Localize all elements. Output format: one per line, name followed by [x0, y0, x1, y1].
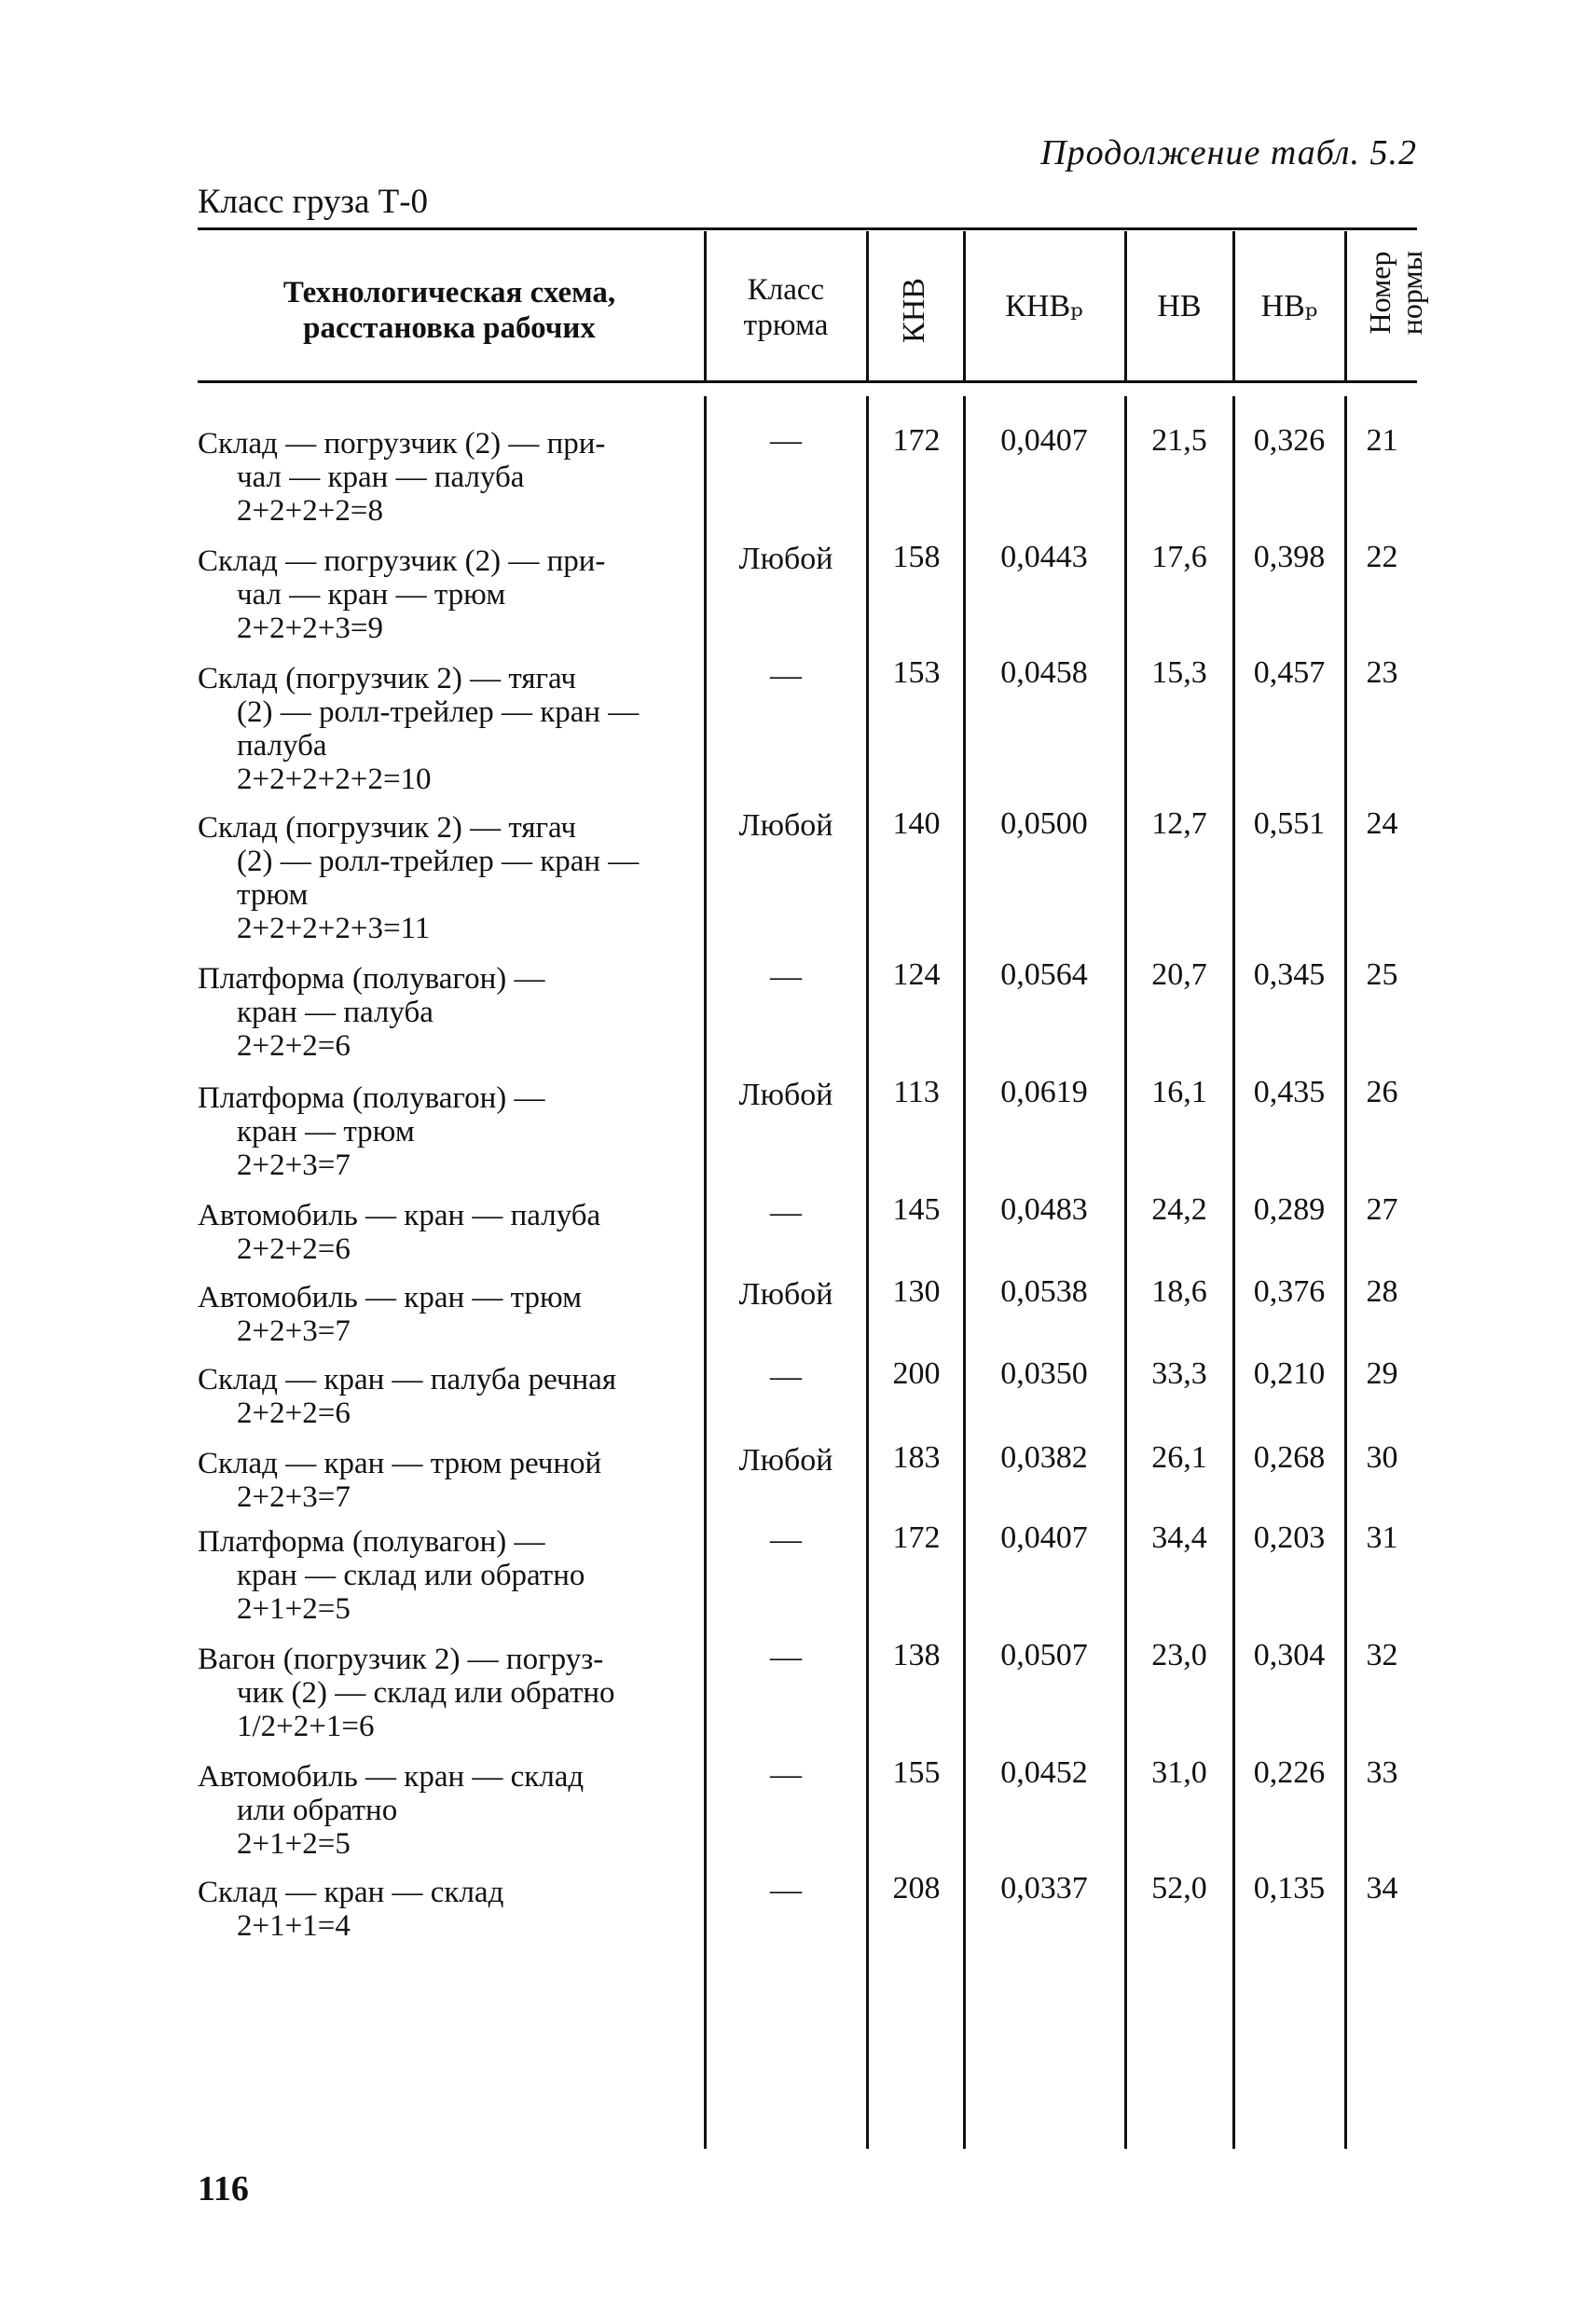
- table-row-scheme: [198, 1363, 701, 1430]
- cell-norm-number: 25: [1366, 957, 1398, 992]
- cell-norm-number: 23: [1366, 655, 1398, 690]
- column-divider: [1344, 231, 1347, 380]
- cell-hold: —: [770, 1873, 802, 1907]
- cell-nv: 31,0: [1151, 1755, 1207, 1790]
- cell-nv: 34,4: [1151, 1520, 1207, 1555]
- scheme-line: Автомобиль — кран — трюм: [198, 1281, 583, 1314]
- scheme-line: 2+2+2=6: [237, 1029, 351, 1063]
- cell-nv-p: 0,457: [1253, 655, 1326, 690]
- cell-knv-p: 0,0507: [1000, 1638, 1088, 1672]
- cell-nv: 20,7: [1151, 957, 1207, 992]
- cell-nv-p: 0,304: [1253, 1638, 1326, 1672]
- scheme-line: (2) — ролл-трейлер — кран —: [237, 695, 640, 729]
- cell-norm-number: 22: [1366, 540, 1398, 574]
- cell-nv: 23,0: [1151, 1638, 1207, 1672]
- header-norm-number-line2: нормы: [1395, 250, 1428, 336]
- cell-norm-number: 21: [1366, 423, 1398, 458]
- cell-hold: —: [770, 1195, 802, 1230]
- column-divider: [866, 396, 869, 2149]
- cell-hold: Любой: [738, 1277, 833, 1312]
- cell-hold: Любой: [738, 1078, 833, 1112]
- header-knv: КНВ: [897, 278, 931, 343]
- cell-knv: 130: [892, 1274, 941, 1309]
- table-row-scheme: [198, 811, 701, 945]
- scheme-line: 2+2+2=6: [237, 1396, 351, 1430]
- scheme-line: Склад (погрузчик 2) — тягач: [198, 662, 576, 695]
- cell-hold: Любой: [738, 1443, 833, 1478]
- cell-knv-p: 0,0538: [1000, 1274, 1088, 1309]
- cell-hold: Любой: [738, 542, 833, 576]
- cell-knv: 113: [893, 1075, 940, 1109]
- cell-norm-number: 28: [1366, 1274, 1398, 1309]
- cell-nv: 15,3: [1151, 655, 1207, 690]
- table-row-scheme: [198, 662, 701, 796]
- scheme-line: Автомобиль — кран — склад: [198, 1760, 585, 1794]
- scheme-line: 1/2+2+1=6: [237, 1710, 375, 1743]
- page-number: 116: [198, 2169, 249, 2208]
- table-row-scheme: [198, 544, 701, 645]
- header-scheme: Технологическая схема, расстановка рабочих: [282, 276, 616, 345]
- header-nv-p: НВₚ: [1260, 289, 1318, 323]
- cell-knv-p: 0,0458: [1000, 655, 1088, 690]
- scheme-line: Склад — погрузчик (2) — при-: [198, 427, 606, 461]
- scheme-line: кран — палуба: [237, 996, 433, 1029]
- header-norm-number-line1: Номер: [1363, 251, 1396, 335]
- cell-nv: 18,6: [1151, 1274, 1207, 1309]
- table-top-rule: [198, 227, 1417, 230]
- cell-knv: 140: [892, 806, 941, 841]
- scheme-line: Платформа (полувагон) —: [198, 1525, 545, 1559]
- cell-knv-p: 0,0619: [1000, 1075, 1088, 1109]
- cell-norm-number: 33: [1366, 1755, 1398, 1790]
- scheme-line: палуба: [237, 729, 327, 763]
- header-bottom-rule: [198, 380, 1417, 383]
- cell-knv-p: 0,0350: [1000, 1356, 1088, 1391]
- scheme-line: Автомобиль — кран — палуба: [198, 1199, 601, 1232]
- cell-hold: —: [770, 1359, 802, 1394]
- table-row-scheme: [198, 1643, 701, 1743]
- cell-hold: —: [770, 658, 802, 693]
- scheme-line: 2+1+1=4: [237, 1909, 351, 1943]
- table-row-scheme: [198, 1199, 701, 1266]
- scheme-line: 2+2+2+2+3=11: [237, 912, 431, 945]
- cell-knv-p: 0,0452: [1000, 1755, 1088, 1790]
- cell-nv-p: 0,345: [1253, 957, 1326, 992]
- cell-knv-p: 0,0443: [1000, 540, 1088, 574]
- table-row-scheme: [198, 1876, 701, 1943]
- scheme-line: чик (2) — склад или обратно: [237, 1676, 615, 1710]
- cell-nv: 21,5: [1151, 423, 1207, 458]
- cell-nv: 26,1: [1151, 1440, 1207, 1475]
- cell-nv-p: 0,203: [1253, 1520, 1326, 1555]
- cell-nv: 16,1: [1151, 1075, 1207, 1109]
- scheme-line: Платформа (полувагон) —: [198, 962, 545, 996]
- cell-knv-p: 0,0337: [1000, 1871, 1088, 1905]
- cell-norm-number: 31: [1366, 1520, 1398, 1555]
- table-row-scheme: [198, 962, 701, 1063]
- cell-knv: 183: [892, 1440, 941, 1475]
- cell-nv: 12,7: [1151, 806, 1207, 841]
- cell-norm-number: 26: [1366, 1075, 1398, 1109]
- table-continuation-caption: Продолжение табл. 5.2: [1040, 133, 1417, 172]
- cell-knv-p: 0,0483: [1000, 1192, 1088, 1227]
- cell-knv: 124: [892, 957, 941, 992]
- cell-knv-p: 0,0382: [1000, 1440, 1088, 1475]
- cell-nv: 17,6: [1151, 540, 1207, 574]
- cell-norm-number: 29: [1366, 1356, 1398, 1391]
- cell-hold: —: [770, 1640, 802, 1674]
- scheme-line: кран — склад или обратно: [237, 1559, 585, 1592]
- scheme-line: чал — кран — палуба: [237, 461, 525, 494]
- table-row-scheme: [198, 427, 701, 528]
- scheme-line: 2+2+2+2=8: [237, 494, 383, 528]
- cell-nv-p: 0,135: [1253, 1871, 1326, 1905]
- cell-norm-number: 24: [1366, 806, 1398, 841]
- scheme-line: 2+1+2=5: [237, 1827, 351, 1861]
- table-row-scheme: [198, 1447, 701, 1514]
- cell-nv-p: 0,435: [1253, 1075, 1326, 1109]
- scheme-line: кран — трюм: [237, 1115, 415, 1149]
- column-divider: [704, 396, 707, 2149]
- cell-knv: 138: [892, 1638, 941, 1672]
- cell-nv-p: 0,268: [1253, 1440, 1326, 1475]
- table-row-scheme: [198, 1081, 701, 1182]
- cargo-class-label: Класс груза Т-0: [198, 183, 429, 221]
- scheme-line: 2+2+3=7: [237, 1149, 351, 1182]
- table-row-scheme: [198, 1760, 701, 1861]
- cell-knv: 208: [892, 1871, 941, 1905]
- cell-knv-p: 0,0407: [1000, 1520, 1088, 1555]
- cell-nv-p: 0,551: [1253, 806, 1326, 841]
- scheme-line: 2+2+3=7: [237, 1314, 351, 1348]
- scheme-line: Склад (погрузчик 2) — тягач: [198, 811, 576, 845]
- cell-hold: —: [770, 1757, 802, 1792]
- scheme-line: Склад — кран — трюм речной: [198, 1447, 602, 1480]
- scheme-line: чал — кран — трюм: [237, 578, 506, 612]
- column-divider: [704, 231, 707, 380]
- cell-nv-p: 0,289: [1253, 1192, 1326, 1227]
- table-row-scheme: [198, 1525, 701, 1626]
- cell-knv: 158: [892, 540, 941, 574]
- cell-norm-number: 30: [1366, 1440, 1398, 1475]
- header-hold-class: Класс трюма: [743, 273, 829, 342]
- cell-nv-p: 0,226: [1253, 1755, 1326, 1790]
- cell-knv: 172: [892, 1520, 941, 1555]
- scheme-line: 2+2+2+2+2=10: [237, 763, 432, 796]
- cell-knv-p: 0,0500: [1000, 806, 1088, 841]
- cell-knv: 172: [892, 423, 941, 458]
- scheme-line: 2+1+2=5: [237, 1592, 351, 1626]
- scheme-line: Платформа (полувагон) —: [198, 1081, 545, 1115]
- cell-norm-number: 27: [1366, 1192, 1398, 1227]
- cell-knv: 153: [892, 655, 941, 690]
- scheme-line: или обратно: [237, 1794, 398, 1827]
- scheme-line: 2+2+2=6: [237, 1232, 351, 1266]
- cell-nv: 33,3: [1151, 1356, 1207, 1391]
- cell-hold: —: [770, 1522, 802, 1557]
- cell-nv-p: 0,376: [1253, 1274, 1326, 1309]
- cell-hold: —: [770, 959, 802, 994]
- cell-knv-p: 0,0564: [1000, 957, 1088, 992]
- scheme-line: Склад — погрузчик (2) — при-: [198, 544, 606, 578]
- header-nv: НВ: [1157, 289, 1202, 323]
- cell-nv-p: 0,326: [1253, 423, 1326, 458]
- cell-nv-p: 0,398: [1253, 540, 1326, 574]
- scheme-line: Склад — кран — палуба речная: [198, 1363, 617, 1396]
- cell-norm-number: 32: [1366, 1638, 1398, 1672]
- cell-hold: —: [770, 423, 802, 458]
- scheme-line: (2) — ролл-трейлер — кран —: [237, 845, 640, 878]
- cell-knv: 155: [892, 1755, 941, 1790]
- cell-nv: 52,0: [1151, 1871, 1207, 1905]
- cell-knv-p: 0,0407: [1000, 423, 1088, 458]
- column-divider: [866, 231, 869, 380]
- cell-hold: Любой: [738, 808, 833, 843]
- table-row-scheme: [198, 1281, 701, 1348]
- cell-knv: 145: [892, 1192, 941, 1227]
- scheme-line: Вагон (погрузчик 2) — погруз-: [198, 1643, 604, 1676]
- header-knv-p: КНВₚ: [1005, 289, 1083, 323]
- cell-nv-p: 0,210: [1253, 1356, 1326, 1391]
- scheme-line: 2+2+3=7: [237, 1480, 351, 1514]
- cell-norm-number: 34: [1366, 1871, 1398, 1905]
- cell-nv: 24,2: [1151, 1192, 1207, 1227]
- scheme-line: 2+2+2+3=9: [237, 612, 383, 645]
- scheme-line: Склад — кран — склад: [198, 1876, 504, 1909]
- cell-knv: 200: [892, 1356, 941, 1391]
- scheme-line: трюм: [237, 878, 309, 912]
